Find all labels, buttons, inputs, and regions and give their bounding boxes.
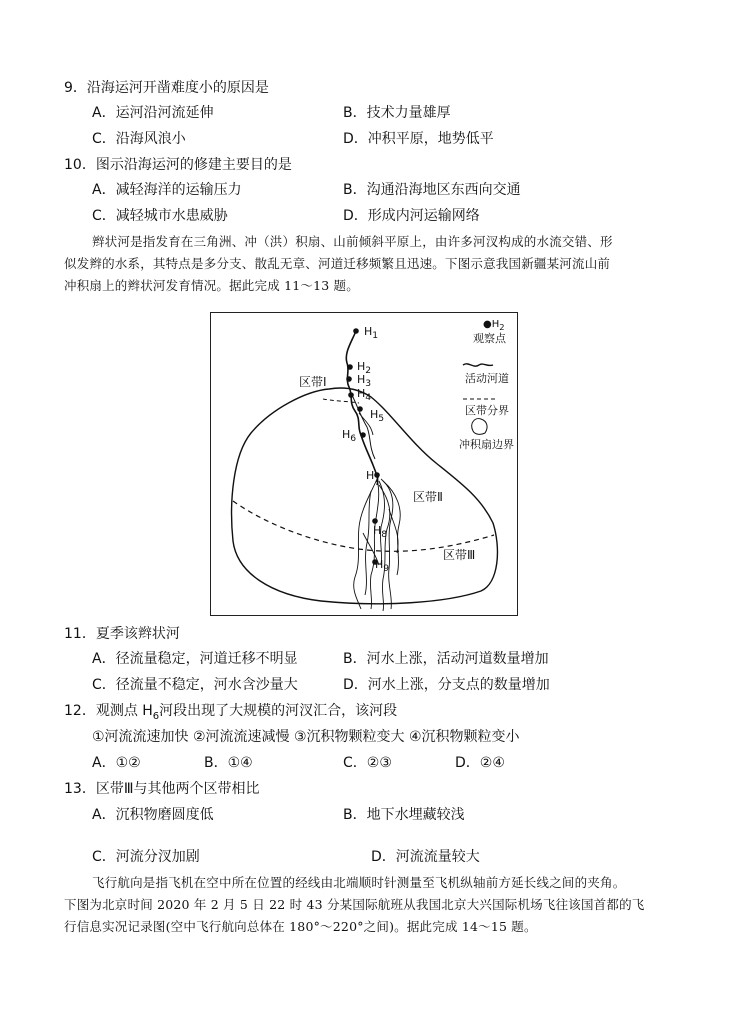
passage2-line-1: 飞行航向是指飞机在空中所在位置的经线由北端顺时针测量至飞机纵轴前方延长线之间的夹角。 [92, 875, 626, 890]
q10-option-a: A．减轻海洋的运输压力 [92, 182, 242, 198]
q12-option-d: D．②④ [455, 755, 505, 771]
q10-option-d: D．形成内河运输网络 [343, 208, 480, 224]
legend-zone-boundary-label: 区带分界 [465, 404, 509, 417]
question-11-stem: 11．夏季该辫状河 [64, 626, 180, 642]
question-13-stem: 13．区带Ⅲ与其他两个区带相比 [64, 781, 260, 797]
q11-option-d: D．河水上涨，分支点的数量增加 [343, 677, 550, 693]
q12-statements: ①河流流速加快 ②河流流速减慢 ③沉积物颗粒变大 ④沉积物颗粒变小 [92, 729, 520, 745]
question-12-stem: 12．观测点 $H_6$河段出现了大规模的河汊汇合，该河段 [64, 703, 398, 722]
q10-option-c: C．减轻城市水患威胁 [92, 208, 228, 224]
point-h3 [346, 376, 352, 382]
point-h4 [348, 392, 354, 398]
q9-option-b: B．技术力量雄厚 [343, 105, 451, 121]
q11-option-b: B．河水上涨，活动河道数量增加 [343, 651, 549, 667]
q11-option-c: C．径流量不稳定，河水含沙量大 [92, 677, 298, 693]
braided-channels [354, 479, 401, 611]
point-label-h9: $H_9$ [375, 558, 390, 575]
point-label-h2: $H_2$ [357, 360, 372, 377]
q11-option-a: A．径流量稳定，河道迁移不明显 [92, 651, 298, 667]
zone-label-1: 区带Ⅰ [299, 375, 327, 389]
q10-option-b: B．沟通沿海地区东西向交通 [343, 182, 521, 198]
point-label-h8: $H_8$ [373, 524, 388, 541]
point-h2 [347, 364, 353, 370]
point-h6 [360, 432, 366, 438]
passage1-line-1: 辫状河是指发育在三角洲、冲（洪）积扇、山前倾斜平原上，由许多河汊构成的水流交错、形 [92, 234, 613, 249]
q13-option-b: B．地下水埋藏较浅 [343, 807, 465, 823]
q12-option-b: B．①④ [204, 755, 253, 771]
point-label-h5: $H_5$ [370, 408, 385, 425]
question-9-stem: 9．沿海运河开凿难度小的原因是 [64, 80, 269, 96]
passage2-line-3: 行信息实况记录图(空中飞行航向总体在 180°～220°之间)。据此完成 14～15 题。 [64, 919, 537, 934]
point-label-h3: $H_3$ [357, 373, 372, 390]
zone-label-3: 区带Ⅲ [443, 548, 476, 562]
q9-option-d: D．冲积平原，地势低平 [343, 131, 494, 147]
legend-fan-boundary-label: 冲积扇边界 [459, 438, 514, 451]
passage-braided-river [64, 231, 692, 297]
legend-active-channel-label: 活动河道 [465, 372, 509, 385]
point-h5 [357, 406, 363, 412]
point-label-h4: $H_4$ [357, 387, 372, 404]
passage1-line-2: 似发辫的水系，其特点是多分支、散乱无章、河道迁移频繁且迅速。下图示意我国新疆某河流山前 [64, 256, 611, 271]
passage1-line-3: 冲积扇上的辫状河发育情况。据此完成 11～13 题。 [64, 278, 359, 293]
q12-option-c: C．②③ [343, 755, 392, 771]
braided-river-figure [210, 312, 518, 616]
question-10-stem: 10．图示沿海运河的修建主要目的是 [64, 157, 292, 173]
legend-active-channel-symbol [463, 364, 493, 366]
q9-option-a: A．运河沿河流延伸 [92, 105, 214, 121]
point-h8 [372, 518, 378, 524]
q12-option-a: A．①② [92, 755, 141, 771]
point-label-h1: $H_1$ [364, 325, 379, 342]
braided-river-map [211, 313, 517, 615]
legend-point-symbol: $●H_2$ [483, 319, 505, 332]
point-h1 [353, 328, 359, 334]
zone-label-2: 区带Ⅱ [413, 490, 443, 504]
point-label-h7: $H_7$ [366, 469, 381, 486]
legend-observation-label: 观察点 [473, 332, 506, 345]
q13-option-a: A．沉积物磨圆度低 [92, 807, 214, 823]
passage-flight-heading [64, 872, 692, 938]
legend-fan-boundary-symbol [472, 419, 487, 435]
q13-option-d: D．河流流量较大 [371, 849, 480, 865]
q13-option-c: C．河流分汊加剧 [92, 849, 200, 865]
point-label-h6: $H_6$ [342, 428, 357, 445]
passage2-line-2: 下图为北京时间 2020 年 2 月 5 日 22 时 43 分某国际航班从我国北京大兴国际机场飞往该国首都的飞 [64, 897, 645, 912]
q9-option-c: C．沿海风浪小 [92, 131, 186, 147]
